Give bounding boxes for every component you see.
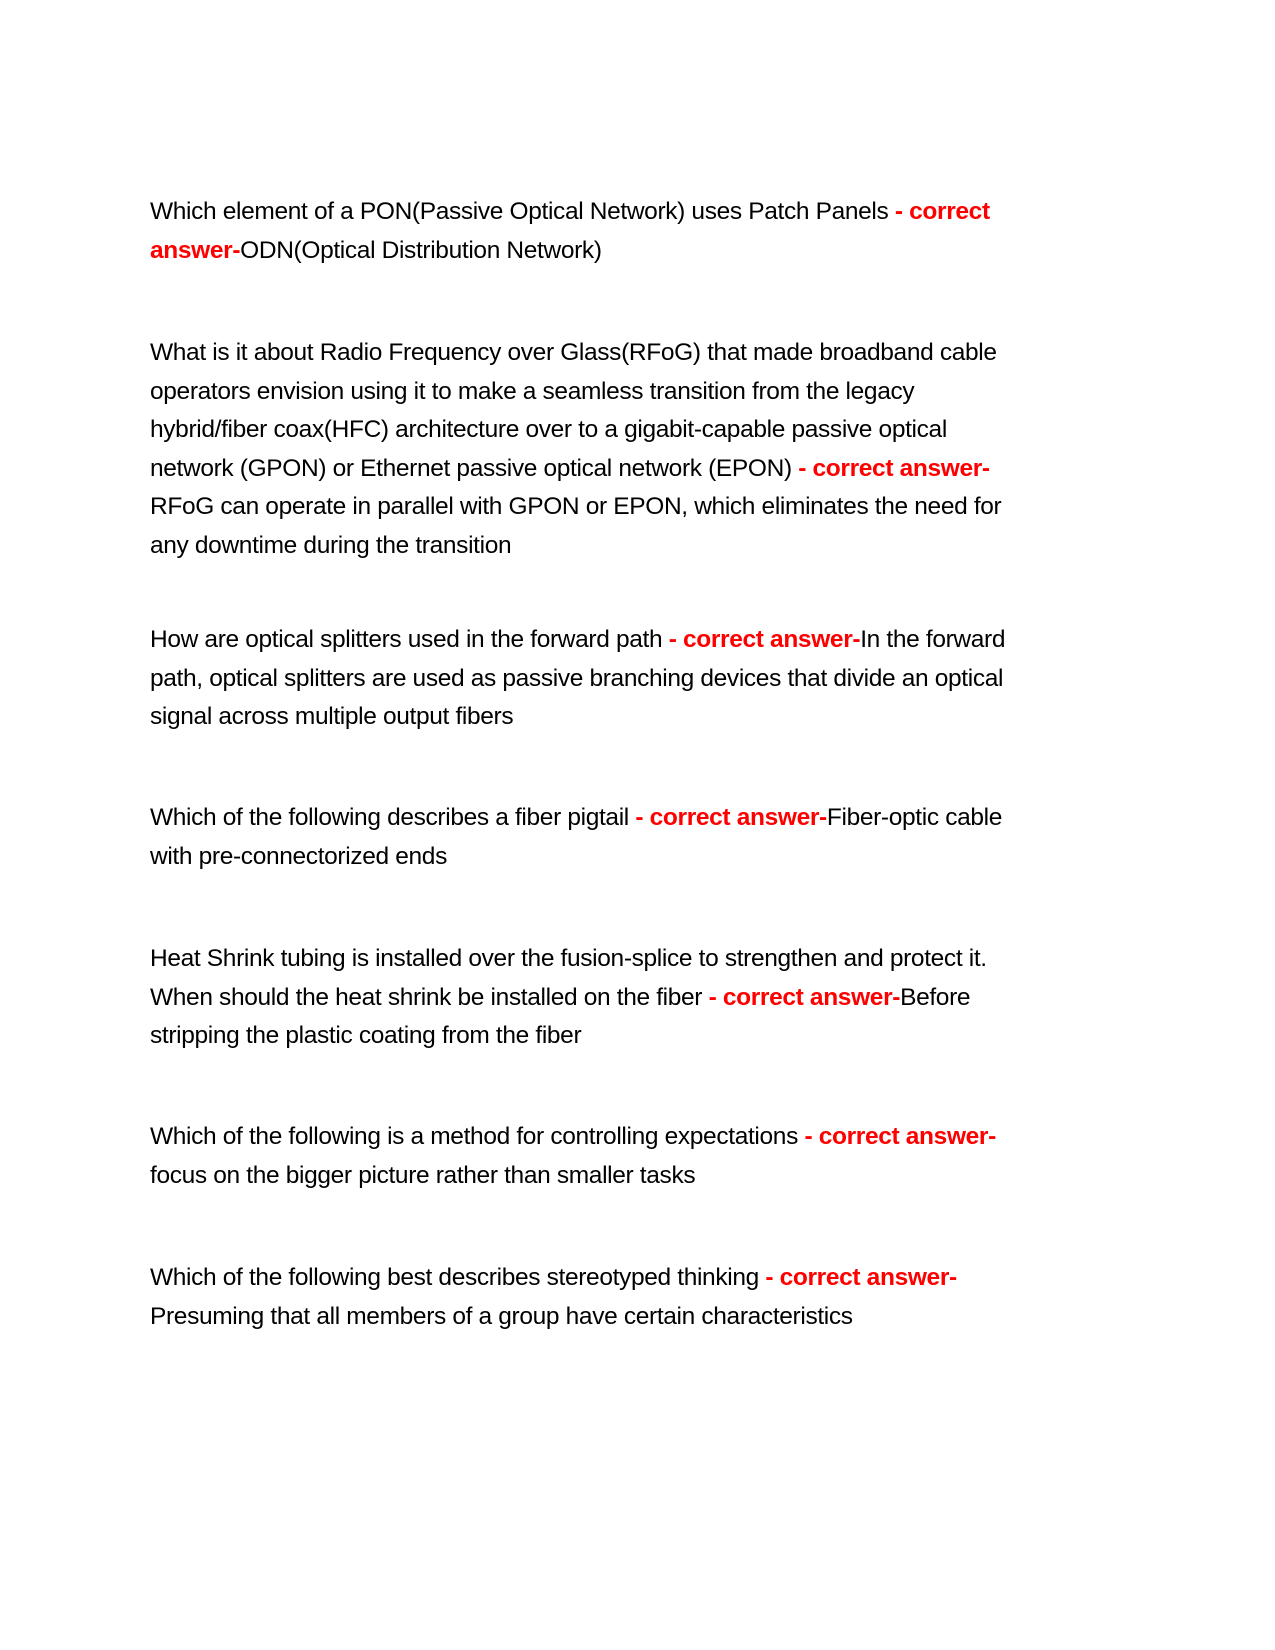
qa-item-optical-splitters [150,621,1130,737]
answer-text: stripping the plastic coating from the fiber [150,1022,582,1049]
text-line: operators envision using it to make a seamless transition from the legacy [150,377,915,405]
answer-marker: - correct answer- [804,1123,996,1150]
answer-marker: - correct [894,198,990,225]
answer-marker: - correct answer- [635,804,827,831]
text-line [150,799,1130,838]
text-line [150,1259,1130,1298]
text-line [150,1118,1130,1157]
answer-text: In the forward [860,626,1006,653]
answer-marker: answer- [150,236,241,264]
text-line [150,450,1130,489]
qa-item-heat-shrink [150,940,1130,1056]
qa-item-controlling-expectations [150,1118,1130,1195]
answer-text: Presuming that all members of a group have certain characteristics [150,1302,853,1330]
question-text: How are optical splitters used in the forward path [150,626,669,653]
text-line: hybrid/fiber coax(HFC) architecture over to a gigabit-capable passive optical [150,416,947,443]
answer-marker: - correct answer- [798,454,990,482]
question-text: Heat Shrink tubing is installed over the fusion-splice to strengthen and protect it. [150,945,987,972]
question-text: Which element of a PON(Passive Optical Network) uses Patch Panels [150,198,895,225]
qa-item-pon-patch-panels [150,193,1130,270]
question-text: network (GPON) or Ethernet passive optical network (EPON) [150,454,799,482]
answer-text: focus on the bigger picture rather than smaller tasks [150,1161,696,1189]
text-line: What is it about Radio Frequency over Glass(RFoG) that made broadband cable [150,339,997,366]
answer-text: with pre-connectorized ends [150,842,447,870]
question-text: Which of the following describes a fiber pigtail [150,804,636,831]
qa-item-rfog-transition [150,334,1130,565]
answer-text: Before [900,983,971,1011]
answer-text: signal across multiple output fibers [150,703,514,730]
text-line [150,621,1130,660]
qa-item-stereotyped-thinking [150,1259,1130,1336]
question-text: Which of the following best describes stereotyped thinking [150,1264,766,1291]
answer-marker: - correct answer- [668,626,861,653]
question-text: Which of the following is a method for controlling expectations [150,1123,805,1150]
answer-text: any downtime during the transition [150,531,512,559]
question-text: When should the heat shrink be installed on the fiber [150,983,709,1011]
qa-item-fiber-pigtail [150,799,1130,876]
answer-text: path, optical splitters are used as passive branching devices that divide an optical [150,664,1004,692]
text-line [150,232,1130,271]
answer-marker: - correct answer- [765,1264,957,1291]
answer-marker: - correct answer- [708,983,901,1011]
text-line [150,193,1130,232]
answer-text: RFoG can operate in parallel with GPON or EPON, which eliminates the need for [150,493,1002,520]
text-line [150,979,1130,1018]
answer-text: Fiber-optic cable [826,804,1003,831]
answer-text: ODN(Optical Distribution Network) [240,236,602,264]
